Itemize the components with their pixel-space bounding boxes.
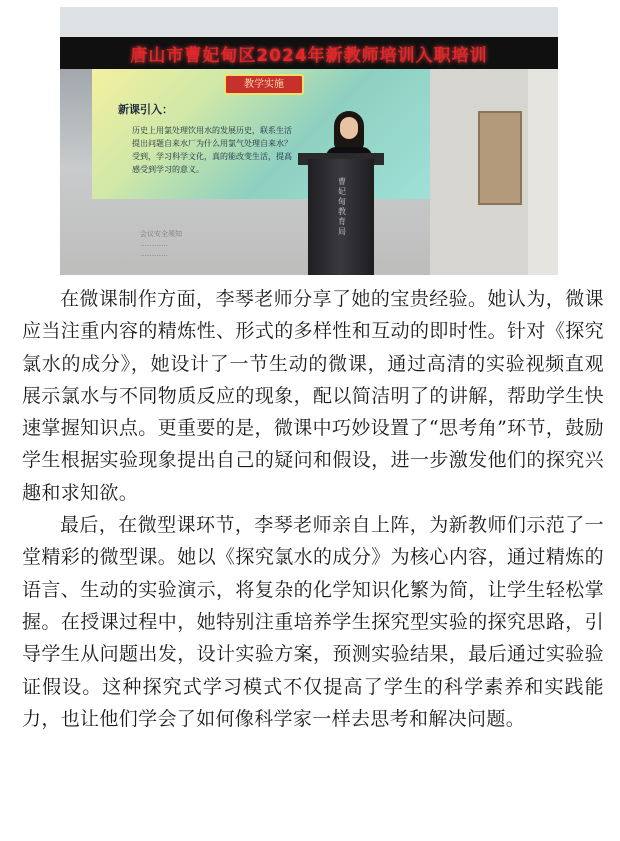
wall-panel (478, 111, 522, 205)
screen-line: 历史上用氯处理饮用水的发展历史，联系生活 (132, 126, 292, 135)
paragraph-micro-lesson: 在微课制作方面，李琴老师分享了她的宝贵经验。她认为，微课应当注重内容的精炼性、形式的多样性和互动的即时性。针对《探究氯水的成分》，她设计了一节生动的微课，通过高清的实验视频直观展示氯水与不同物质反应的现象，配以简洁明了的讲解，帮助学生快速掌握知识点。更重要的是，微课中巧妙设置了“思考角”环节，鼓励学生根据实验现象提出自己的疑问和假设，进一步激发他们的探究兴趣和求知欲。 (22, 288, 604, 504)
article-body (22, 283, 604, 735)
screen-sign: 教学实施 (224, 74, 304, 95)
floor-notice-line: ………… (140, 250, 168, 258)
floor-notice-line: ………… (140, 240, 168, 248)
screen-title: 新课引入： (118, 103, 173, 116)
event-photo (60, 7, 558, 275)
speaker-face (340, 117, 358, 139)
projection-screen (92, 69, 430, 199)
led-banner-text: 唐山市曹妃甸区2024年新教师培训入职培训 (130, 45, 488, 66)
podium-text: 曹妃甸教育局 (338, 177, 346, 236)
floor-notice-line: 会议安全须知 (140, 230, 182, 238)
floor-notice (140, 229, 182, 259)
led-banner (60, 37, 558, 69)
ceiling (60, 7, 558, 37)
paragraph-demo-class: 最后，在微型课环节，李琴老师亲自上阵，为新教师们示范了一堂精彩的微型课。她以《探究氯水的成分》为核心内容，通过精炼的语言、生动的实验演示，将复杂的化学知识化繁为简，让学生轻松掌握。在授课过程中，她特别注重培养学生探究型实验的探究思路，引导学生从问题出发，设计实验方案，预测实验结果，最后通过实验验证假设。这种探究式学习模式不仅提高了学生的科学素养和实践能力，也让他们学会了如何像科学家一样去思考和解决问题。 (22, 514, 604, 730)
screen-line: 受到，学习科学文化，真的能改变生活，提高 (132, 152, 292, 161)
pillar (528, 69, 558, 275)
screen-line: 感受到学习的意义。 (132, 165, 204, 174)
screen-line: 提出问题自来水厂为什么用氯气处理自来水？ (132, 139, 292, 148)
